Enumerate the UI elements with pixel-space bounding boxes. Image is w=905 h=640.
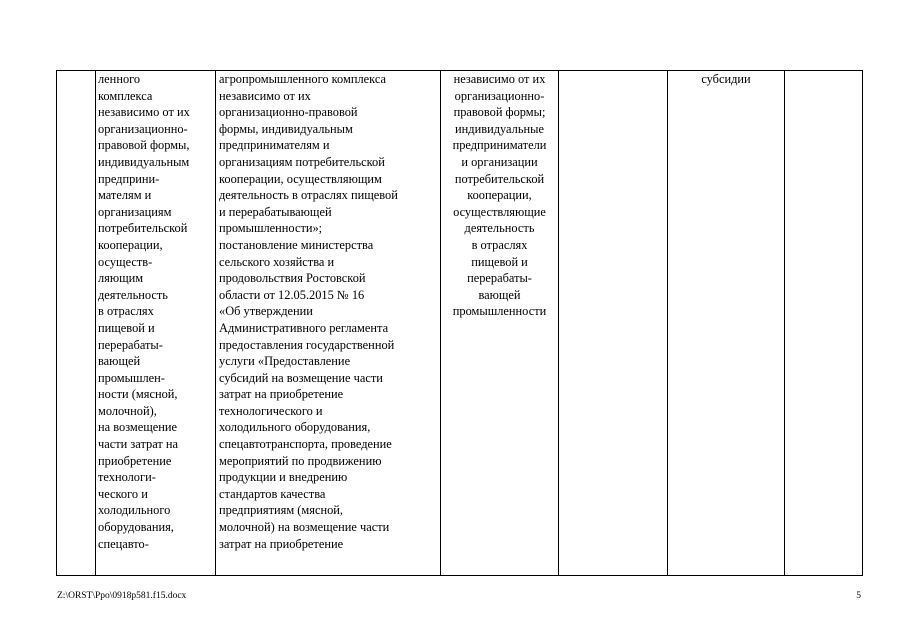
cell-line: промышлен- (98, 370, 165, 385)
cell-line: ности (мясной, (98, 387, 178, 402)
table-cell-recipients (441, 71, 559, 576)
cell-line: технологи- (98, 470, 156, 485)
cell-line: услуги «Предоставление (219, 354, 351, 369)
cell-line: спецавтотранспорта, проведение (219, 437, 392, 452)
cell-line: продовольствия Ростовской (219, 271, 366, 286)
cell-line: предпринимателям и (219, 138, 330, 153)
document-table (56, 70, 863, 576)
cell-line: холодильного (98, 503, 171, 518)
table-cell-support-form (668, 71, 785, 576)
cell-line: предприятиям (мясной, (219, 503, 344, 518)
table-cell-measure-name (96, 71, 216, 576)
cell-line: организационно- (454, 88, 545, 103)
cell-line: затрат на приобретение (219, 536, 344, 551)
cell-line: предприниматели (452, 138, 547, 153)
cell-line: пищевой и (98, 320, 155, 335)
cell-line: технологического и (219, 403, 323, 418)
cell-line: потребительской (454, 171, 545, 186)
cell-line: ленного (98, 72, 141, 86)
cell-line: части затрат на (98, 437, 179, 452)
cell-line: в отраслях (98, 304, 154, 319)
cell-line: независимо от их (453, 72, 546, 86)
cell-line: «Об утверждении (219, 304, 313, 319)
cell-line: субсидий на возмещение части (219, 370, 383, 385)
cell-line: потребительской (98, 221, 188, 236)
cell-line: агропромышленного комплекса (219, 72, 387, 86)
footer-file-path: Z:\ORST\Ppo\0918p581.f15.docx (57, 591, 187, 601)
cell-line: независимо от их (219, 88, 311, 103)
cell-line: и перерабатывающей (219, 204, 332, 219)
cell-line: спецавто- (98, 536, 149, 551)
legal-basis-text (216, 71, 440, 552)
cell-line: молочной), (98, 403, 157, 418)
cell-line: организационно- (98, 121, 188, 136)
cell-line: постановление министерства (219, 237, 374, 252)
cell-line: продукции и внедрению (219, 470, 348, 485)
cell-line: молочной) на возмещение части (219, 520, 390, 535)
cell-line: перерабаты- (467, 271, 532, 286)
table-cell-legal-basis (216, 71, 441, 576)
cell-line: на возмещение (98, 420, 178, 435)
cell-line: оборудования, (98, 520, 174, 535)
cell-line: холодильного оборудования, (219, 420, 371, 435)
cell-line: кооперации, (467, 188, 532, 203)
cell-line: предоставления государственной (219, 337, 395, 352)
table-cell-empty (559, 71, 668, 576)
cell-line: индивидуальные (455, 121, 544, 136)
cell-line: перерабаты- (98, 337, 163, 352)
cell-line: кооперации, (98, 237, 163, 252)
cell-line: ческого и (98, 486, 148, 501)
cell-line: деятельность (98, 287, 168, 302)
recipients-text (441, 71, 558, 320)
cell-line: комплекса (98, 88, 153, 103)
footer-page-number: 5 (856, 591, 861, 601)
cell-line: промышленности»; (219, 221, 323, 236)
measure-name-text (96, 71, 215, 552)
cell-line: независимо от их (98, 105, 190, 120)
cell-line: в отраслях (471, 237, 528, 252)
cell-line: ляющим (98, 271, 144, 286)
cell-line: деятельность (464, 221, 535, 236)
cell-line: правовой формы, (98, 138, 190, 153)
cell-line: предприни- (98, 171, 160, 186)
cell-line: субсидии (701, 72, 751, 86)
cell-line: Административного регламента (219, 320, 389, 335)
cell-line: области от 12.05.2015 № 16 (219, 287, 365, 302)
cell-line: мателям и (98, 188, 152, 203)
table-cell-empty-last (785, 71, 863, 576)
cell-line: деятельность в отраслях пищевой (219, 188, 398, 203)
support-form-text (668, 71, 784, 88)
cell-line: формы, индивидуальным (219, 121, 353, 136)
cell-line: затрат на приобретение (219, 387, 344, 402)
cell-line: и организации (461, 154, 538, 169)
cell-line: мероприятий по продвижению (219, 453, 382, 468)
cell-line: пищевой и (471, 254, 528, 269)
cell-line: сельского хозяйства и (219, 254, 335, 269)
cell-line: стандартов качества (219, 486, 326, 501)
cell-line: организациям потребительской (219, 154, 385, 169)
cell-line: кооперации, осуществляющим (219, 171, 382, 186)
table-row (57, 71, 863, 576)
cell-line: вающей (98, 354, 141, 369)
cell-line: вающей (478, 287, 521, 302)
cell-line: промышленности (452, 304, 547, 319)
cell-line: осуществляющие (453, 204, 546, 219)
cell-line: организациям (98, 204, 172, 219)
cell-line: организационно-правовой (219, 105, 358, 120)
cell-line: осуществ- (98, 254, 153, 269)
cell-line: приобретение (98, 453, 172, 468)
cell-line: индивидуальным (98, 154, 190, 169)
cell-line: правовой формы; (453, 105, 546, 120)
table-cell-number (57, 71, 96, 576)
